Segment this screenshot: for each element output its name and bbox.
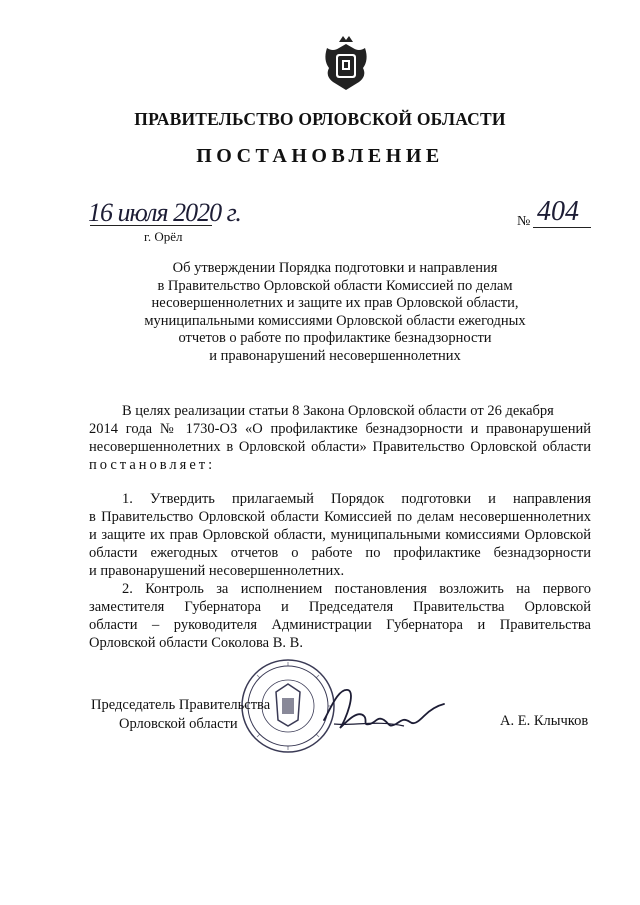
document-type: ПОСТАНОВЛЕНИЕ [196,145,444,167]
subject-line: муниципальными комиссиями Орловской области ежегодных [144,312,526,329]
signatory-position-line: Орловской области [119,716,238,732]
number-underline [533,227,591,228]
item2-line: области – руководителя Администрации Губернатора и Правительства [89,617,591,633]
item1-line: в Правительство Орловской области Комиссией по делам несовершеннолетних [89,509,591,525]
item2-line: Орловской области Соколова В. В. [89,635,303,651]
organization-title: ПРАВИТЕЛЬСТВО ОРЛОВСКОЙ ОБЛАСТИ [134,109,506,129]
subject-line: отчетов о работе по профилактике безнадзорности [178,330,492,347]
number-label: № [517,214,531,229]
signatory-position-line: Председатель Правительства [91,697,271,713]
signature-icon [318,680,450,742]
signatory-position [91,696,270,734]
subject-line: несовершеннолетних и защите их прав Орловской области, [151,295,519,312]
coat-of-arms-icon [319,32,373,94]
resolves-word: постановляет: [89,457,216,473]
preamble-line: несовершеннолетних в Орловской области» Правительство Орловской области [89,439,591,455]
number-handwritten: 404 [537,196,579,227]
item1-line: области ежегодных отчетов о работе по профилактике безнадзорности [89,545,591,561]
preamble-line: 2014 года № 1730-ОЗ «О профилактике безнадзорности и правонарушений [89,421,591,437]
signatory-name: А. Е. Клычков [500,713,589,729]
subject-line: и правонарушений несовершеннолетних [209,347,461,364]
city: г. Орёл [144,229,183,244]
subject-line: в Правительство Орловской области Комиссией по делам [157,277,513,294]
subject-line: Об утверждении Порядка подготовки и направления [172,260,498,276]
item2-line: заместителя Губернатора и Председателя Правительства Орловской [89,599,591,615]
item1-line: и правонарушений несовершеннолетних. [89,563,345,579]
date-underline [90,225,212,226]
item1-line: 1. Утвердить прилагаемый Порядок подготовки и направления [122,491,591,507]
item1-line: и защите их прав Орловской области, муниципальными комиссиями Орловской [89,527,591,543]
item2-line: 2. Контроль за исполнением постановления возложить на первого [122,581,591,597]
preamble-line: В целях реализации статьи 8 Закона Орловской области от 26 декабря [122,403,554,419]
document-subject [100,260,570,366]
date-handwritten: 16 июля 2020 г. [88,198,241,227]
